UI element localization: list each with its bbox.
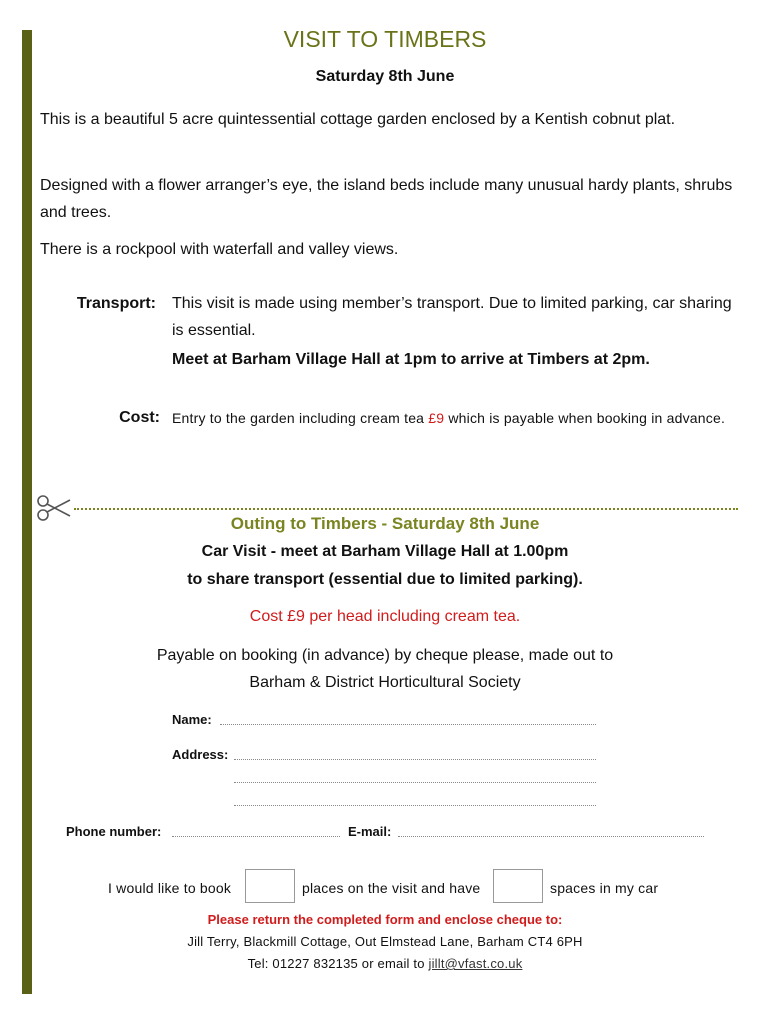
address-field-line-1[interactable] (234, 759, 596, 760)
phone-field[interactable] (172, 836, 340, 837)
name-field[interactable] (220, 724, 596, 725)
event-date: Saturday 8th June (315, 68, 455, 85)
return-address: Jill Terry, Blackmill Cottage, Out Elmstead Lane, Barham CT4 6PH (187, 934, 583, 949)
car-visit-line: Car Visit - meet at Barham Village Hall at 1.00pm (201, 543, 569, 560)
page-title: VISIT TO TIMBERS (283, 26, 487, 52)
transport-label: Transport: (76, 295, 156, 312)
places-count-box[interactable] (245, 869, 295, 903)
book-prefix-text: I would like to book (108, 880, 232, 896)
email-label: E-mail: (348, 824, 392, 839)
book-middle-text: places on the visit and have (302, 880, 481, 896)
cost-price: £9 (428, 410, 445, 426)
transport-text: This visit is made using member’s transport. Due to limited parking, car sharing is essential. (172, 295, 732, 339)
book-suffix-text: spaces in my car (550, 880, 659, 896)
email-link[interactable]: jillt@vfast.co.uk (428, 956, 523, 971)
payable-line-1: Payable on booking (in advance) by cheque please, made out to (156, 647, 614, 664)
intro-paragraph-1: This is a beautiful 5 acre quintessential cottage garden enclosed by a Kentish cobnut plat. (40, 111, 676, 128)
address-field-line-3[interactable] (234, 805, 596, 806)
phone-label: Phone number: (66, 824, 162, 839)
payable-line-2: Barham & District Horticultural Society (249, 674, 521, 691)
return-instructions: Please return the completed form and enclose cheque to: (207, 912, 563, 927)
address-label: Address: (172, 747, 229, 762)
contact-line: Tel: 01227 832135 or email to jillt@vfast.co.uk (247, 956, 523, 971)
car-spaces-box[interactable] (493, 869, 543, 903)
cost-per-head-line: Cost £9 per head including cream tea. (249, 608, 521, 625)
cost-text: Entry to the garden including cream tea £9 which is payable when booking in advance. (172, 410, 726, 426)
address-field-line-2[interactable] (234, 782, 596, 783)
cut-line (74, 508, 738, 510)
form-heading: Outing to Timbers - Saturday 8th June (230, 514, 540, 533)
name-label: Name: (172, 712, 212, 727)
intro-paragraph-3: There is a rockpool with waterfall and valley views. (40, 241, 399, 258)
share-transport-line: to share transport (essential due to limited parking). (187, 571, 583, 588)
email-field[interactable] (398, 836, 704, 837)
left-accent-bar (22, 30, 32, 994)
cost-label: Cost: (119, 409, 160, 426)
intro-paragraph-2: Designed with a flower arranger’s eye, the island beds include many unusual hardy plants, shrubs and trees. (40, 177, 733, 221)
transport-meeting-point: Meet at Barham Village Hall at 1pm to arrive at Timbers at 2pm. (172, 351, 650, 368)
